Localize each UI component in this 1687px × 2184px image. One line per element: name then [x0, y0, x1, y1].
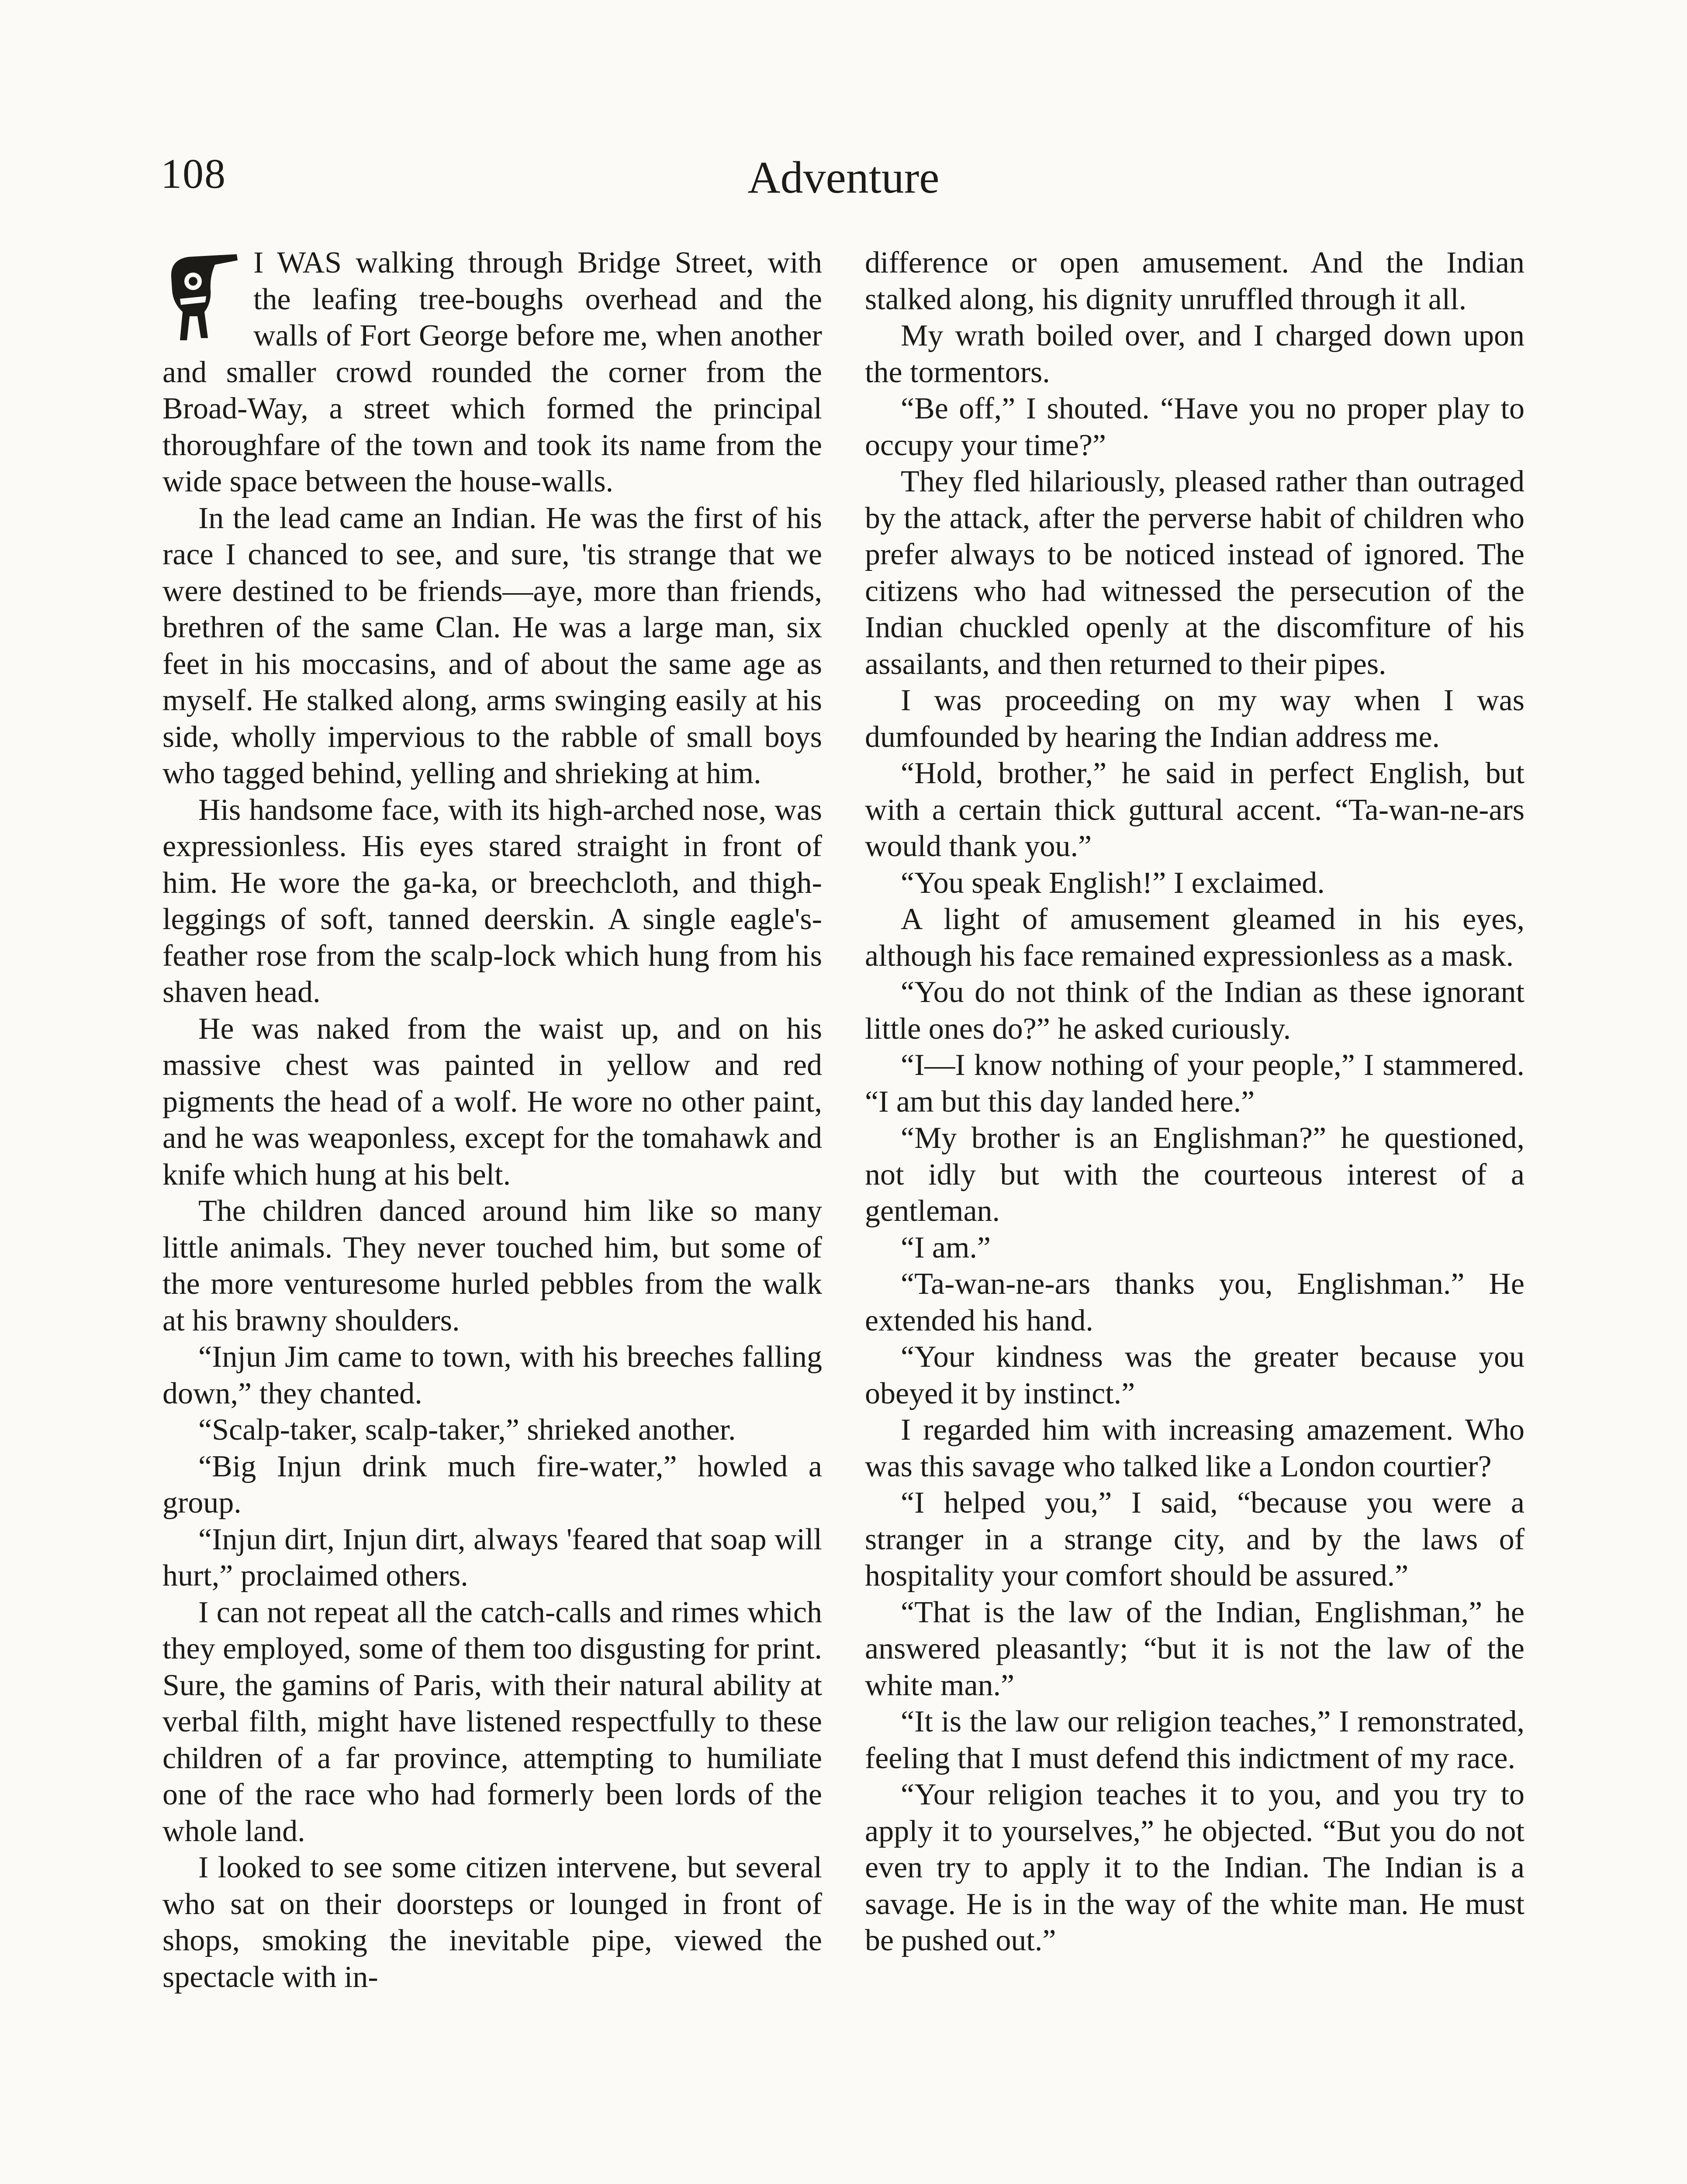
paragraph: “You do not think of the Indian as these ignorant little ones do?” he asked curiously.: [865, 975, 1525, 1046]
paragraph: They fled hilariously, pleased rather than outraged by the attack, after the perverse habit of children who prefer always to be noticed instead of ignored. The citizens who had witnessed the persecution of the Indian chuckled openly at the discomfiture of his assailants, and then returned to their pipes.: [865, 465, 1525, 681]
paragraph: “That is the law of the Indian, Englishman,” he answered pleasantly; “but it is not the law of the white man.”: [865, 1595, 1525, 1702]
paragraph: “Hold, brother,” he said in perfect English, but with a certain thick guttural accent. “Ta-wan-ne-ars would thank you.”: [865, 757, 1525, 863]
paragraph: “Injun Jim came to town, with his breeches falling down,” they chanted.: [162, 1340, 822, 1410]
paragraph: “Your kindness was the greater because you obeyed it by instinct.”: [865, 1340, 1525, 1410]
left-column: [162, 245, 822, 1995]
paragraph: “I am.”: [901, 1230, 991, 1265]
paragraph: “I—I know nothing of your people,” I stammered. “I am but this day landed here.”: [865, 1048, 1525, 1119]
paragraph: His handsome face, with its high-arched nose, was expressionless. His eyes stared straight in front of him. He wore the ga-ka, or breechcloth, and thigh-leggings of soft, tanned deerskin. A single eagle's-feather rose from the scalp-lock which hung from his shaven head.: [162, 793, 822, 1009]
paragraph: The children danced around him like so many little animals. They never touched him, but some of the more venturesome hurled pebbles from the walk at his brawny shoulders.: [162, 1194, 822, 1337]
running-head-title: Adventure: [747, 152, 940, 203]
paragraph: “Scalp-taker, scalp-taker,” shrieked another.: [198, 1413, 736, 1447]
paragraph: I looked to see some citizen intervene, but several who sat on their doorsteps or lounged in front of shops, smoking the inevitable pipe, viewed the spectacle with in-: [162, 1851, 822, 1994]
paragraph: “You speak English!” I exclaimed.: [901, 866, 1325, 900]
right-column: [865, 245, 1525, 1959]
paragraph: In the lead came an Indian. He was the first of his race I chanced to see, and sure, 'tis strange that we were destined to be friends—aye, more than friends, brethren of the same Clan. He was a large man, six feet in his moccasins, and of about the same age as myself. He stalked along, arms swinging easily at his side, wholly impervious to the rabble of small boys who tagged behind, yelling and shrieking at him.: [162, 501, 822, 790]
paragraph: A light of amusement gleamed in his eyes, although his face remained expressionless as a mask.: [865, 902, 1525, 973]
paragraph: “Ta-wan-ne-ars thanks you, Englishman.” He extended his hand.: [865, 1267, 1525, 1337]
paragraph: He was naked from the waist up, and on his massive chest was painted in yellow and red pigments the head of a wolf. He wore no other paint, and he was weaponless, except for the tomahawk and knife which hung at his belt.: [162, 1012, 822, 1192]
ornamental-figure-icon: [162, 251, 241, 342]
paragraph: “Injun dirt, Injun dirt, always 'feared that soap will hurt,” proclaimed others.: [162, 1522, 822, 1593]
paragraph: “Be off,” I shouted. “Have you no proper play to occupy your time?”: [865, 392, 1525, 462]
paragraph: My wrath boiled over, and I charged down upon the tormentors.: [865, 319, 1525, 389]
paragraph: “Your religion teaches it to you, and you try to apply it to yourselves,” he objected. “But you do not even try to apply it to the Indian. The Indian is a savage. He is in the way of the white man. He must be pushed out.”: [865, 1778, 1525, 1957]
page-number: 108: [161, 150, 226, 197]
paragraph: “Big Injun drink much fire-water,” howled a group.: [162, 1449, 822, 1520]
paragraph: “My brother is an Englishman?” he questioned, not idly but with the courteous interest of a gentleman.: [865, 1121, 1525, 1228]
paragraph: I can not repeat all the catch-calls and rimes which they employed, some of them too disgusting for print. Sure, the gamins of Paris, with their natural ability at verbal filth, might have listened respectfully to these children of a far province, attempting to humiliate one of the race who had formerly been lords of the whole land.: [162, 1595, 822, 1848]
paragraph: difference or open amusement. And the Indian stalked along, his dignity unruffled through it all.: [865, 246, 1525, 316]
paragraph: I WAS walking through Bridge Street, with the leafing tree-boughs overhead and the walls of Fort George before me, when another and smaller crowd rounded the corner from the Broad-Way, a street which formed the principal thoroughfare of the town and took its name from the wide space between the house-walls.: [162, 246, 822, 498]
paragraph: I was proceeding on my way when I was dumfounded by hearing the Indian address me.: [865, 684, 1525, 754]
paragraph: I regarded him with increasing amazement. Who was this savage who talked like a London courtier?: [865, 1413, 1525, 1483]
paragraph: “It is the law our religion teaches,” I remonstrated, feeling that I must defend this indictment of my race.: [865, 1705, 1525, 1775]
paragraph: “I helped you,” I said, “because you were a stranger in a strange city, and by the laws of hospitality your comfort should be assured.”: [865, 1486, 1525, 1593]
